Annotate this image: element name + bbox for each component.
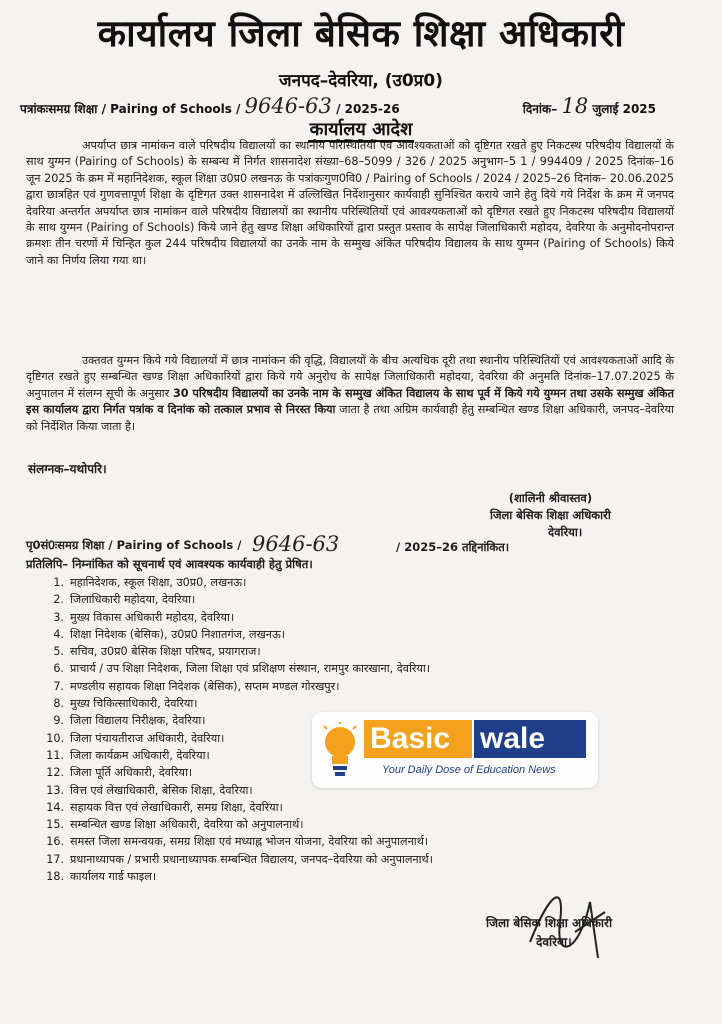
copy-list-text: जिला विद्यालय निरीक्षक, देवरिया। <box>70 714 206 728</box>
copy-list-text: महानिदेशक, स्कूल शिक्षा, उ0प्र0, लखनऊ। <box>70 576 247 589</box>
reference-line <box>20 90 700 116</box>
copy-list-number: 5. <box>53 645 64 659</box>
paragraph-2-part-2: जाता है तथा अग्रिम कार्यवाही हेतु सम्बन्धित खण्ड शिक्षा अधिकारी, जनपद–देवरिया को निर्देशित किया जाता है। <box>26 403 674 433</box>
copy-list-number: 13. <box>46 783 64 797</box>
enclosure-note: संलग्नक–यथोपरि। <box>28 462 107 476</box>
copy-list-text: प्रधानाध्यापक / प्रभारी प्रधानाध्यापक सम्बन्धित विद्यालय, जनपद–देवरिया को अनुपालनार्थ। <box>70 852 433 866</box>
copy-list-text: समस्त जिला समन्वयक, समग्र शिक्षा एवं मध्याह्न भोजन योजना, देवरिया को अनुपालनार्थ। <box>70 835 429 849</box>
copy-list-text: जिलाधिकारी महोदया, देवरिया। <box>70 593 196 607</box>
order-paragraph-1: अपर्याप्त छात्र नामांकन वाले परिषदीय विद्यालयों का स्थानीय परिस्थितियों एवं आवश्यकताओं को दृष्टिगत रखते हुए निकटस्थ परिषदीय विद्यालयों के साथ युग्मन (Pairing of Schools) के सम्बन्ध में निर्गत शासनादेश संख्या–68–5099 / 326 / 2025 अनुभाग–5 1 / 994409 / 2025 दिनांक–16 जून 2025 के क्रम में महानिदेशक, स्कूल शिक्षा उ0प्र0 लखनऊ के पत्रांकःगुण0वि0 / Pairing of Schools / 2024 / 2025–26 दिनांक– 20.06.2025 द्वारा छात्रहित एवं गुणवत्तापूर्ण शिक्षा के दृष्टिगत उक्त शासनादेश में उल्लिखित निर्देशानुसार कार्यवाही सुनिश्चित कराये जाने हेतु दिये गये निर्देश के क्रम में जनपद देवरिया अन्तर्गत अपर्याप्त छात्र नामांकन वाले परिषदीय विद्यालयों का स्थानीय परिस्थितियों एवं आवश्यकताओं को दृष्टिगत रखते हुए निकटस्थ परिषदीय विद्यालयों के साथ युग्मन (Pairing of Schools) किये जाने हेतु खण्ड शिक्षा अधिकारियों द्वारा प्रस्तुत प्रस्ताव के सापेक्ष जिलाधिकारी महोदय, देवरिया के अनुमोदनोपरान्त क्रमशः तीन चरणों में चिन्हित कुल 244 परिषदीय विद्यालयों का उनके नाम के सम्मुख अंकित परिषदीय विद्यालय के साथ युग्मन (Pairing of Schools) किये जाने का निर्णय लिया गया था। <box>26 139 674 267</box>
copy-list-text: शिक्षा निदेशक (बेसिक), उ0प्र0 निशातगंज, लखनऊ। <box>70 627 286 641</box>
brand-tagline: Your Daily Dose of Education News <box>382 764 556 776</box>
signatory-name: (शालिनी श्रीवास्तव) <box>508 491 593 505</box>
endorsement-line <box>26 534 686 558</box>
copy-list-number: 7. <box>53 679 64 693</box>
signatory-2-place: देवरिया। <box>536 935 572 949</box>
copy-list-number: 4. <box>53 627 64 641</box>
copy-list-number: 17. <box>46 852 64 866</box>
copy-list-number: 3. <box>53 610 64 624</box>
reference-prefix: पत्रांकःसमग्र शिक्षा / Pairing of Schools / <box>20 102 241 116</box>
copy-list-item <box>40 626 433 643</box>
handwritten-ref-number: 9646-63 <box>244 94 332 118</box>
copy-list-item <box>40 695 433 712</box>
copy-list-item <box>40 609 433 626</box>
lightbulb-icon <box>320 722 360 778</box>
copy-list-item <box>40 574 433 591</box>
copy-list-number: 14. <box>46 800 64 814</box>
copy-list-text: सम्बन्धित खण्ड शिक्षा अधिकारी, देवरिया को अनुपालनार्थ। <box>70 818 304 832</box>
brand-part-2: wale <box>474 720 586 758</box>
endorsement-prefix: पृ0सं0ःसमग्र शिक्षा / Pairing of Schools / <box>26 538 242 552</box>
copy-list-number: 16. <box>46 835 64 849</box>
district-subtitle: जनपद–देवरिया, (उ0प्र0) <box>279 71 443 91</box>
order-paragraph-2 <box>26 353 674 435</box>
signature-scrawl <box>520 872 610 962</box>
copy-list-number: 6. <box>53 662 64 676</box>
copy-list-item <box>40 591 433 608</box>
copy-list-text: कार्यालय गार्ड फाइल। <box>70 870 157 884</box>
copy-list-text: मुख्य चिकित्साधिकारी, देवरिया। <box>70 697 198 711</box>
signatory-designation: जिला बेसिक शिक्षा अधिकारी <box>490 508 611 522</box>
copy-list-text: सहायक वित्त एवं लेखाधिकारी, समग्र शिक्षा, देवरिया। <box>70 800 283 814</box>
signatory-2-designation: जिला बेसिक शिक्षा अधिकारी <box>486 916 613 930</box>
basicwale-watermark <box>312 712 598 788</box>
copy-list-number: 15. <box>46 818 64 832</box>
copy-list-item <box>40 851 433 868</box>
copy-list-number: 2. <box>53 593 64 607</box>
copy-list-item <box>40 816 433 833</box>
copy-to-heading: प्रतिलिपि– निम्नांकित को सूचनार्थ एवं आवश्यक कार्यवाही हेतु प्रेषित। <box>26 557 313 571</box>
paragraph-2-bold: 30 परिषदीय विद्यालयों का उनके नाम के सम्मुख अंकित विद्यालय के साथ पूर्व में किये गये युग्मन तथा उसके सम्मुख अंकित इस कार्यालय द्वारा निर्गत पत्रांक व दिनांक को तत्काल प्रभाव से निरस्त किया <box>26 386 674 417</box>
copy-list-item <box>40 678 433 695</box>
copy-list-item <box>40 660 433 677</box>
signatory-place: देवरिया। <box>548 525 583 539</box>
copy-list-text: प्राचार्य / उप शिक्षा निदेशक, जिला शिक्षा एवं प्रशिक्षण संस्थान, रामपुर कारखाना, देवरिया। <box>70 662 431 676</box>
endorsement-suffix: / 2025–26 तद्दिनांकित। <box>396 540 510 554</box>
office-title: कार्यालय जिला बेसिक शिक्षा अधिकारी <box>97 12 625 55</box>
copy-list-number: 8. <box>53 697 64 711</box>
reference-suffix: / 2025-26 <box>336 102 400 116</box>
reference-date <box>523 94 656 118</box>
copy-list-text: जिला पूर्ति अधिकारी, देवरिया। <box>70 766 193 780</box>
handwritten-date-day: 18 <box>561 94 589 118</box>
date-month-year: जुलाई 2025 <box>592 102 656 116</box>
reference-number <box>20 94 400 118</box>
paragraph-2-part-1: उक्तवत युग्मन किये गये विद्यालयों में छात्र नामांकन की वृद्धि, विद्यालयों के बीच अत्यधिक दूरी तथा स्थानीय परिस्थितियों एवं आवश्यकताओं आदि के दृष्टिगत रखते हुए सम्बन्धित खण्ड शिक्षा अधिकारियों द्वारा किये गये अनुरोध के सापेक्ष जिलाधिकारी महोदया, देवरिया की अनुमति दिनांक–17.07.2025 के अनुपालन में संलग्न सूची के अनुसार <box>26 354 674 400</box>
brand-logo <box>364 720 586 758</box>
brand-part-1: Basic <box>364 720 472 758</box>
copy-list-text: मण्डलीय सहायक शिक्षा निदेशक (बेसिक), सप्तम मण्डल गोरखपुर। <box>70 679 340 693</box>
copy-list-number: 11. <box>46 748 64 762</box>
copy-list-number: 12. <box>46 766 64 780</box>
copy-list-number: 9. <box>53 714 64 728</box>
copy-list-text: वित्त एवं लेखाधिकारी, बेसिक शिक्षा, देवरिया। <box>70 783 253 797</box>
copy-list-item <box>40 643 433 660</box>
copy-list-number: 1. <box>53 576 64 589</box>
copy-list-item <box>40 833 433 850</box>
date-label: दिनांक– <box>522 102 558 116</box>
copy-list-item <box>40 799 433 816</box>
copy-list-text: मुख्य विकास अधिकारी महोदय, देवरिया। <box>70 610 235 624</box>
handwritten-endorsement-number: 9646-63 <box>252 532 340 556</box>
copy-list-number: 10. <box>46 731 64 745</box>
copy-list-item <box>40 868 433 885</box>
copy-list-number: 18. <box>46 870 64 884</box>
order-heading-text: कार्यालय आदेश <box>309 119 413 140</box>
copy-list-text: जिला पंचायतीराज अधिकारी, देवरिया। <box>70 731 225 745</box>
copy-list-text: जिला कार्यक्रम अधिकारी, देवरिया। <box>70 748 210 762</box>
copy-list-text: सचिव, उ0प्र0 बेसिक शिक्षा परिषद, प्रयागराज। <box>70 645 261 659</box>
